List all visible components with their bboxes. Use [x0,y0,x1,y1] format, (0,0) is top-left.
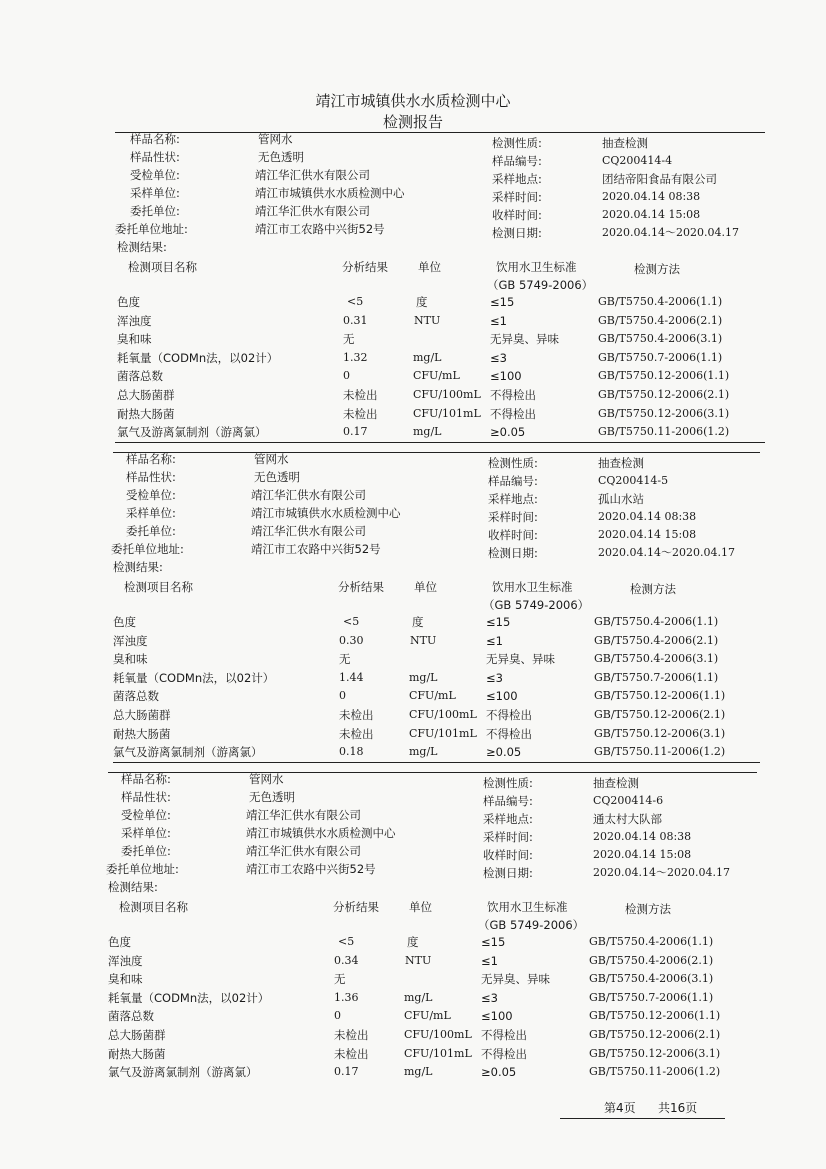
inspection-type-value: 抽查检测 [593,776,639,790]
item-result: 未检出 [339,726,374,741]
sampling-site-label: 采样地点: [483,812,533,826]
sample-no-value: CQ200414-6 [593,794,664,807]
item-unit: NTU [414,313,441,327]
report-institution-title: 靖江市城镇供水水质检测中心 [315,92,511,110]
item-name: 耗氧量（CODMn法，以02计） [108,990,270,1005]
item-result: 未检出 [343,388,378,402]
results-heading: 检测结果: [117,240,167,254]
item-standard: 不得检出 [490,406,536,421]
item-result: 0.34 [334,953,359,967]
item-unit: CFU/100mL [409,708,477,721]
col-unit-header: 单位 [418,260,441,274]
item-name: 色度 [117,295,140,309]
item-unit: NTU [410,633,437,647]
inspection-type-label: 检测性质: [483,776,533,790]
sampling-site-value: 孤山水站 [598,492,644,506]
item-result: <5 [343,615,360,628]
item-name: 耐热大肠菌 [108,1046,166,1061]
item-standard: 不得检出 [490,388,536,402]
sample-state-label: 样品性状: [121,790,171,804]
item-method: GB/T5750.7-2006(1.1) [598,350,723,364]
item-name: 总大肠菌群 [108,1028,166,1042]
sampling-time-value: 2020.04.14 08:38 [598,510,697,523]
item-result: 未检出 [334,1046,369,1061]
client-unit-value: 靖江华汇供水有限公司 [246,844,361,858]
col-standard-sub: （GB 5749-2006） [478,918,585,932]
item-unit: CFU/100mL [413,388,481,401]
sample-no-label: 样品编号: [488,474,538,488]
test-date-label: 检测日期: [488,546,538,560]
receive-time-value: 2020.04.14 15:08 [598,528,697,541]
col-result-header: 分析结果 [342,260,388,274]
sample-no-label: 样品编号: [483,794,533,808]
test-date-value: 2020.04.14～2020.04.17 [598,546,735,559]
item-unit: 度 [412,615,424,629]
item-method: GB/T5750.4-2006(2.1) [594,633,719,647]
item-standard: ≤15 [490,295,515,309]
item-standard: 不得检出 [481,1046,527,1061]
sample-section-2 [0,450,822,780]
item-result: 未检出 [334,1028,369,1042]
inspection-type-label: 检测性质: [492,136,542,150]
item-name: 臭和味 [117,332,152,347]
inspected-unit-label: 受检单位: [126,488,176,502]
item-method: GB/T5750.4-2006(3.1) [589,972,714,986]
table-rule [115,442,765,443]
item-standard: 不得检出 [481,1028,527,1042]
item-name: 总大肠菌群 [113,708,171,722]
col-method-header: 检测方法 [634,262,680,276]
receive-time-label: 收样时间: [488,528,538,542]
item-unit: CFU/101mL [413,406,481,420]
item-standard: ≤3 [481,990,498,1005]
item-standard: ≥0.05 [481,1065,517,1080]
item-name: 浑浊度 [108,953,143,968]
col-result-header: 分析结果 [333,900,379,914]
col-unit-header: 单位 [414,580,437,594]
sample-name-value: 管网水 [258,132,293,146]
item-result: 0 [334,1009,341,1023]
item-result: <5 [338,935,355,948]
client-address-value: 靖江市工农路中兴街52号 [255,222,385,236]
inspected-unit-value: 靖江华汇供水有限公司 [255,168,370,182]
item-standard: ≤100 [486,689,518,704]
item-standard: 无异臭、异味 [490,332,559,347]
item-name: 总大肠菌群 [117,388,175,402]
item-result: 未检出 [339,708,374,722]
col-method-header: 检测方法 [630,582,676,596]
sample-section-3 [0,770,817,1100]
item-result: 0 [343,369,350,383]
item-unit: CFU/mL [413,369,460,383]
col-standard-header: 饮用水卫生标准 [492,580,573,594]
sample-name-label: 样品名称: [121,772,171,786]
test-date-value: 2020.04.14～2020.04.17 [602,226,739,239]
sample-no-value: CQ200414-5 [598,474,669,487]
item-method: GB/T5750.12-2006(2.1) [594,708,726,721]
col-standard-header: 饮用水卫生标准 [487,900,568,914]
sample-state-value: 无色透明 [254,470,300,484]
inspection-type-label: 检测性质: [488,456,538,470]
inspected-unit-label: 受检单位: [130,168,180,182]
item-method: GB/T5750.11-2006(1.2) [594,745,726,759]
item-standard: ≤1 [481,953,498,968]
page-total: 共16页 [658,1101,698,1115]
item-name: 耗氧量（CODMn法，以02计） [117,350,279,365]
item-method: GB/T5750.12-2006(1.1) [589,1009,721,1023]
item-method: GB/T5750.4-2006(3.1) [594,652,719,666]
sample-state-label: 样品性状: [126,470,176,484]
client-address-label: 委托单位地址: [115,222,188,236]
inspected-unit-value: 靖江华汇供水有限公司 [246,808,361,822]
client-address-value: 靖江市工农路中兴街52号 [246,862,376,876]
test-date-label: 检测日期: [483,866,533,880]
item-method: GB/T5750.11-2006(1.2) [598,425,730,439]
item-standard: 不得检出 [486,708,532,722]
sampling-site-value: 通太村大队部 [593,812,662,826]
col-result-header: 分析结果 [338,580,384,594]
inspected-unit-label: 受检单位: [121,808,171,822]
client-unit-label: 委托单位: [121,844,171,858]
item-result: 0.31 [343,313,368,327]
item-method: GB/T5750.4-2006(1.1) [598,295,723,308]
item-result: 1.32 [343,350,368,364]
sampling-unit-label: 采样单位: [126,506,176,520]
sampling-site-label: 采样地点: [488,492,538,506]
sample-no-value: CQ200414-4 [602,154,673,167]
item-unit: 度 [416,295,428,309]
item-result: 1.36 [334,990,359,1004]
item-standard: ≤100 [490,369,522,384]
client-unit-label: 委托单位: [126,524,176,538]
item-name: 氯气及游离氯制剂（游离氯） [113,745,263,760]
receive-time-label: 收样时间: [483,848,533,862]
item-unit: mg/L [409,670,438,684]
item-unit: 度 [407,935,419,949]
item-method: GB/T5750.12-2006(3.1) [598,406,730,420]
section-rule [113,452,760,453]
item-method: GB/T5750.4-2006(2.1) [598,313,723,327]
item-standard: ≤100 [481,1009,513,1024]
item-result: 无 [343,332,355,347]
sample-name-value: 管网水 [249,772,284,786]
item-method: GB/T5750.12-2006(2.1) [598,388,730,401]
item-name: 菌落总数 [117,369,163,384]
sampling-time-value: 2020.04.14 08:38 [602,190,701,203]
section-rule [108,772,757,773]
col-unit-header: 单位 [409,900,432,914]
item-method: GB/T5750.7-2006(1.1) [594,670,719,684]
col-item-header: 检测项目名称 [124,580,193,594]
item-standard: ≥0.05 [490,425,526,440]
item-name: 色度 [113,615,136,629]
sample-no-label: 样品编号: [492,154,542,168]
item-result: 0.17 [334,1065,359,1079]
item-unit: CFU/mL [409,689,456,703]
item-result: 无 [334,972,346,987]
inspected-unit-value: 靖江华汇供水有限公司 [251,488,366,502]
item-method: GB/T5750.7-2006(1.1) [589,990,714,1004]
test-date-label: 检测日期: [492,226,542,240]
item-unit: CFU/101mL [404,1046,472,1060]
item-standard: ≥0.05 [486,745,522,760]
footer-rule [560,1118,725,1119]
sample-name-value: 管网水 [254,452,289,466]
client-unit-label: 委托单位: [130,204,180,218]
receive-time-value: 2020.04.14 15:08 [602,208,701,221]
sampling-unit-value: 靖江市城镇供水水质检测中心 [255,186,405,200]
sample-state-label: 样品性状: [130,150,180,164]
section-rule [115,132,765,133]
client-address-label: 委托单位地址: [106,862,179,876]
item-result: 1.44 [339,670,364,684]
test-date-value: 2020.04.14～2020.04.17 [593,866,730,879]
sample-state-value: 无色透明 [258,150,304,164]
col-standard-sub: （GB 5749-2006） [483,598,590,612]
client-unit-value: 靖江华汇供水有限公司 [251,524,366,538]
item-unit: mg/L [409,745,438,759]
item-name: 菌落总数 [113,689,159,704]
col-standard-header: 饮用水卫生标准 [496,260,577,274]
report-title: 检测报告 [382,113,443,131]
item-method: GB/T5750.4-2006(2.1) [589,953,714,967]
sample-name-label: 样品名称: [130,132,180,146]
item-standard: ≤1 [486,633,503,648]
item-result: 0.17 [343,425,368,439]
item-standard: ≤15 [481,935,506,949]
page-number: 第4页 [604,1101,636,1115]
sampling-site-value: 团结帝阳食品有限公司 [602,172,717,186]
item-result: 0 [339,689,346,703]
item-method: GB/T5750.4-2006(3.1) [598,332,723,346]
item-method: GB/T5750.12-2006(3.1) [589,1046,721,1060]
sampling-time-value: 2020.04.14 08:38 [593,830,692,843]
item-name: 耗氧量（CODMn法，以02计） [113,670,275,685]
client-address-value: 靖江市工农路中兴街52号 [251,542,381,556]
item-result: 无 [339,652,351,667]
item-name: 耐热大肠菌 [117,406,175,421]
item-result: <5 [347,295,364,308]
item-method: GB/T5750.4-2006(1.1) [589,935,714,948]
sample-section-1 [0,130,826,460]
item-result: 0.18 [339,745,364,759]
item-method: GB/T5750.12-2006(2.1) [589,1028,721,1041]
item-standard: ≤3 [486,670,503,685]
item-standard: 无异臭、异味 [481,972,550,987]
sample-name-label: 样品名称: [126,452,176,466]
col-method-header: 检测方法 [625,902,671,916]
item-unit: CFU/mL [404,1009,451,1023]
sampling-unit-value: 靖江市城镇供水水质检测中心 [246,826,396,840]
item-result: 未检出 [343,406,378,421]
item-name: 浑浊度 [113,633,148,648]
col-item-header: 检测项目名称 [128,260,197,274]
sampling-site-label: 采样地点: [492,172,542,186]
item-standard: ≤1 [490,313,507,328]
item-name: 氯气及游离氯制剂（游离氯） [117,425,267,440]
sampling-time-label: 采样时间: [483,830,533,844]
client-unit-value: 靖江华汇供水有限公司 [255,204,370,218]
item-unit: mg/L [413,350,442,364]
inspection-type-value: 抽查检测 [598,456,644,470]
item-name: 菌落总数 [108,1009,154,1024]
item-name: 色度 [108,935,131,949]
item-method: GB/T5750.12-2006(1.1) [598,369,730,383]
item-name: 氯气及游离氯制剂（游离氯） [108,1065,258,1080]
item-method: GB/T5750.12-2006(3.1) [594,726,726,740]
item-unit: mg/L [413,425,442,439]
item-unit: mg/L [404,1065,433,1079]
item-method: GB/T5750.12-2006(1.1) [594,689,726,703]
item-name: 臭和味 [113,652,148,667]
item-standard: 无异臭、异味 [486,652,555,667]
sampling-unit-label: 采样单位: [130,186,180,200]
results-heading: 检测结果: [108,880,158,894]
item-unit: NTU [405,953,432,967]
item-name: 耐热大肠菌 [113,726,171,741]
item-name: 浑浊度 [117,313,152,328]
item-method: GB/T5750.11-2006(1.2) [589,1065,721,1079]
item-unit: CFU/100mL [404,1028,472,1041]
client-address-label: 委托单位地址: [111,542,184,556]
col-standard-sub: （GB 5749-2006） [487,278,594,292]
item-standard: ≤3 [490,350,507,365]
table-rule [113,762,760,763]
item-unit: CFU/101mL [409,726,477,740]
sampling-time-label: 采样时间: [492,190,542,204]
item-standard: 不得检出 [486,726,532,741]
item-result: 0.30 [339,633,364,647]
inspection-type-value: 抽查检测 [602,136,648,150]
item-method: GB/T5750.4-2006(1.1) [594,615,719,628]
sampling-unit-value: 靖江市城镇供水水质检测中心 [251,506,401,520]
col-item-header: 检测项目名称 [119,900,188,914]
sampling-time-label: 采样时间: [488,510,538,524]
sampling-unit-label: 采样单位: [121,826,171,840]
receive-time-value: 2020.04.14 15:08 [593,848,692,861]
sample-state-value: 无色透明 [249,790,295,804]
receive-time-label: 收样时间: [492,208,542,222]
item-name: 臭和味 [108,972,143,987]
item-unit: mg/L [404,990,433,1004]
item-standard: ≤15 [486,615,511,629]
results-heading: 检测结果: [113,560,163,574]
